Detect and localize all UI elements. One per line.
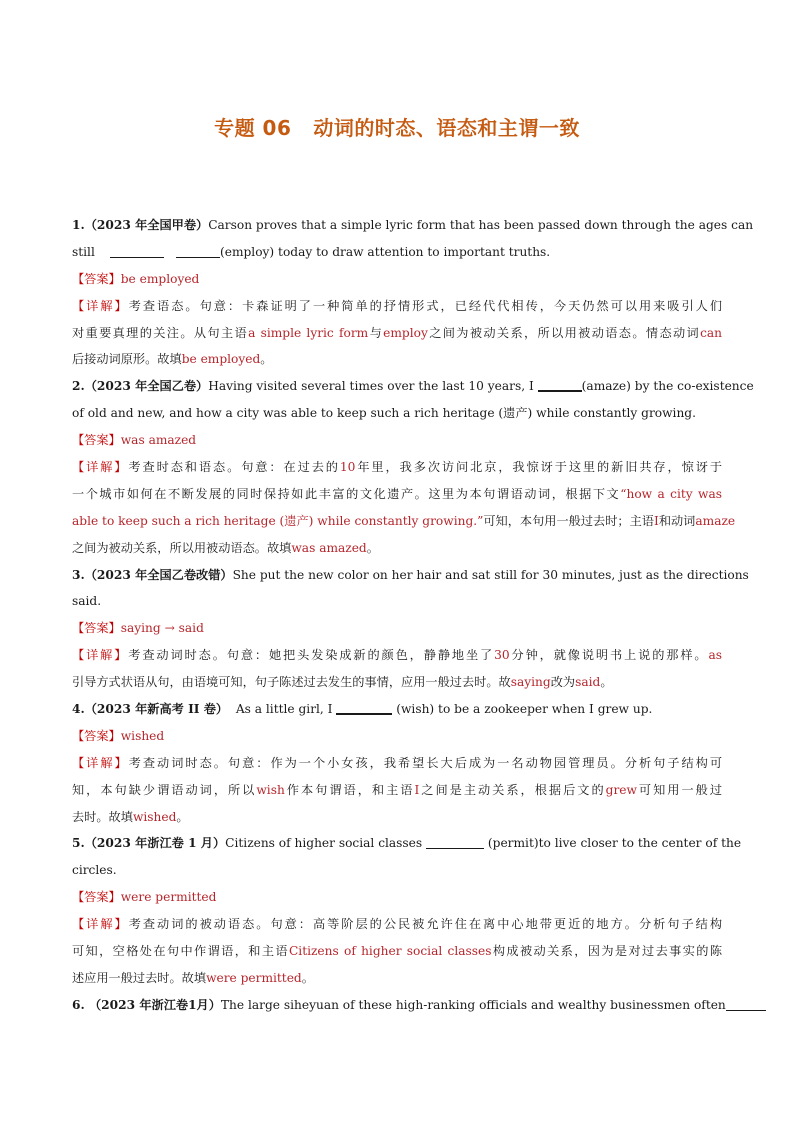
q3-explain-2: [72, 669, 722, 696]
q3-e2e: 。: [600, 675, 613, 690]
q3-e1b: 30: [494, 648, 510, 663]
q4-explain-3: [72, 804, 722, 831]
q2-explain-4: [72, 535, 722, 562]
q4-e3b: wished: [132, 809, 177, 824]
q3-e1a: 考查动词时态。句意：她把头发染成新的颜色，静静地坐了: [128, 648, 495, 663]
q1-text-a: still: [72, 244, 95, 259]
q5-e2b: Citizens of higher social classes: [288, 944, 492, 959]
q3-e2c: 改为: [550, 675, 576, 690]
q4-e3c: 。: [176, 809, 189, 824]
q3-e2a: 引导方式状语从句，由语境可知，句子陈述过去发生的事情，应用一般过去时。故: [72, 675, 511, 690]
q4-blank[interactable]: [336, 699, 392, 715]
q3-label: 3.（2023 年全国乙卷改错）: [72, 567, 233, 582]
q2-line-1: [72, 373, 754, 400]
q4-e2c: 作本句谓语，和主语: [284, 782, 415, 797]
q6-label: 6. （2023 年浙江卷1月）: [72, 997, 221, 1012]
question-list: [72, 212, 754, 1019]
q4-e3a: 去时。故填: [72, 809, 133, 824]
explain-tag: 【详解】: [72, 755, 129, 770]
q4-e2a: 知，本句缺少谓语动词，所以: [72, 782, 257, 797]
q1-e2d: employ: [383, 325, 428, 340]
q4-e2g: 可知用一般过: [636, 782, 723, 797]
q2-explain-3: [72, 508, 736, 535]
q3-e2d: said: [575, 675, 601, 690]
q1-e2b: a simple lyric form: [248, 325, 369, 340]
q5-explain-2: [72, 938, 722, 965]
q3-e2b: saying: [510, 675, 551, 690]
explain-tag: 【详解】: [72, 460, 129, 475]
q5-blank[interactable]: [426, 834, 484, 849]
q5-e1: 考查动词的被动语态。句意：高等阶层的公民被允许住在离中心地带更近的地方。分析句子结构: [128, 917, 723, 932]
q1-e1: 考查语态。句意：卡森证明了一种简单的抒情形式，已经代代相传，今天仍然可以用来吸引人们: [128, 298, 723, 313]
q1-blank-1[interactable]: [110, 243, 164, 258]
q3-line-2: [72, 588, 722, 615]
q6-blank[interactable]: [726, 996, 766, 1011]
q2-e3c: 。: [366, 540, 379, 555]
q5-text-c: circles.: [72, 863, 117, 878]
q2-answer: [72, 427, 722, 454]
q5-line-1: [72, 830, 742, 857]
q2-e1a: 考查时态和语态。句意：在过去的: [128, 460, 340, 475]
q1-text-b: (employ) today to draw attention to important truths.: [219, 244, 551, 259]
q3-e1c: 分钟，就像说明书上说的那样。: [509, 648, 709, 663]
q3-answer: [72, 615, 722, 642]
q1-e2f: can: [700, 325, 723, 340]
q1-explain-1: [72, 293, 722, 320]
answer-tag: 【答案】: [72, 890, 121, 905]
q3-line-1: [72, 562, 749, 589]
answer-tag: 【答案】: [72, 433, 121, 448]
q6-line-1: [72, 992, 726, 1019]
q1-blank-2[interactable]: [176, 243, 220, 258]
q1-explain-3: [72, 346, 722, 373]
q2-explain-2: [72, 481, 722, 508]
q1-line-2: [72, 239, 722, 266]
q5-answer-value: were permitted: [120, 890, 217, 905]
q2-e2b: 可知，本句用一般过去时；主语: [483, 513, 654, 528]
q1-answer: [72, 266, 722, 293]
q5-e3b: were permitted: [206, 970, 302, 985]
q1-text: Carson proves that a simple lyric form that has been passed down through the ages can: [208, 218, 754, 232]
q2-e2d: 和动词: [658, 513, 696, 528]
q2-text-a: Having visited several times over the last 10 years, I: [208, 379, 534, 394]
answer-tag: 【答案】: [72, 271, 121, 286]
q5-explain-1: [72, 911, 722, 938]
page-title: [0, 112, 794, 141]
q5-e3c: 。: [301, 970, 314, 985]
q1-e2e: 之间为被动关系，所以用被动语态。情态动词: [427, 325, 701, 340]
q1-label: 1.（2023 年全国甲卷）: [72, 218, 209, 232]
explain-tag: 【详解】: [72, 298, 129, 313]
q1-e2c: 与: [368, 325, 384, 340]
q4-explain-1: [72, 750, 722, 777]
answer-tag: 【答案】: [72, 621, 121, 636]
q5-e3a: 述应用一般过去时。故填: [72, 970, 207, 985]
q1-e3c: 。: [260, 352, 273, 367]
q4-e2e: 之间是主动关系，根据后文的: [419, 782, 606, 797]
q1-e2a: 对重要真理的关注。从句主语: [72, 325, 249, 340]
q2-answer-value: was amazed: [120, 433, 197, 448]
q2-e3a: 之间为被动关系，所以用被动语态。故填: [72, 540, 292, 555]
q3-text-b: said.: [72, 594, 102, 609]
q1-explain-2: [72, 320, 722, 347]
q2-e2a: able to keep such a rich heritage (遗产) while constantly growing.”: [72, 513, 484, 528]
q2-line-2: [72, 400, 722, 427]
q2-e3b: was amazed: [291, 540, 367, 555]
q5-explain-3: [72, 965, 722, 992]
q3-explain-1: [72, 642, 722, 669]
q4-e2b: wish: [256, 782, 285, 797]
q5-line-2: [72, 857, 722, 884]
q3-text: She put the new color on her hair and sat still for 30 minutes, just as the directions: [232, 567, 749, 582]
q4-line-1: [72, 696, 722, 723]
q1-line-1: [72, 212, 754, 239]
q3-e1d: as: [708, 648, 723, 663]
q4-label: 4.（2023 年新高考 II 卷）: [72, 702, 229, 717]
q5-e2a: 可知，空格处在句中作谓语，和主语: [72, 944, 289, 959]
q2-e1b: 10: [339, 460, 356, 475]
explain-tag: 【详解】: [72, 648, 129, 663]
q1-answer-value: be employed: [120, 271, 200, 286]
q5-e2c: 构成被动关系，因为是对过去事实的陈: [491, 944, 723, 959]
q4-answer-value: wished: [120, 728, 165, 743]
q2-e1c: 年里，我多次访问北京，我惊讶于这里的新旧共存，惊讶于: [355, 460, 723, 475]
q1-e3a: 后接动词原形。故填: [72, 352, 182, 367]
title-number: 专题 06: [214, 116, 292, 140]
q4-e2d: I: [414, 782, 420, 797]
q4-e2f: grew: [605, 782, 637, 797]
q2-explain-1: [72, 454, 722, 481]
q6-text: The large siheyuan of these high-ranking officials and wealthy businessmen often: [220, 997, 726, 1012]
q5-text-b: (permit)to live closer to the center of the: [487, 836, 742, 851]
q5-answer: [72, 884, 722, 911]
q2-text-c: of old and new, and how a city was able to keep such a rich heritage (遗产) while constantly growing.: [72, 406, 696, 421]
q2-e2e: amaze: [695, 513, 736, 528]
q3-answer-value: saying → said: [120, 621, 204, 636]
q2-label: 2.（2023 年全国乙卷）: [72, 379, 209, 394]
q2-e1d: 一个城市如何在不断发展的同时保持如此丰富的文化遗产。这里为本句谓语动词，根据下文: [72, 486, 621, 501]
title-text: 动词的时态、语态和主谓一致: [313, 116, 580, 140]
q5-label: 5.（2023 年浙江卷 1 月）: [72, 836, 226, 851]
q4-text-b: (wish) to be a zookeeper when I grew up.: [396, 702, 653, 717]
q2-text-b: (amaze) by the co-existence: [581, 379, 754, 394]
q2-e2c: I: [653, 513, 659, 528]
q2-e1e: “how a city was: [620, 486, 723, 501]
answer-tag: 【答案】: [72, 728, 121, 743]
q4-e1: 考查动词时态。句意：作为一个小女孩，我希望长大后成为一名动物园管理员。分析句子结构可: [128, 755, 723, 770]
q5-text-a: Citizens of higher social classes: [225, 836, 423, 851]
q4-answer: [72, 723, 722, 750]
q4-explain-2: [72, 777, 722, 804]
q2-blank[interactable]: [538, 376, 582, 392]
q1-e3b: be employed: [181, 352, 261, 367]
explain-tag: 【详解】: [72, 917, 129, 932]
q4-text-a: As a little girl, I: [235, 702, 333, 717]
